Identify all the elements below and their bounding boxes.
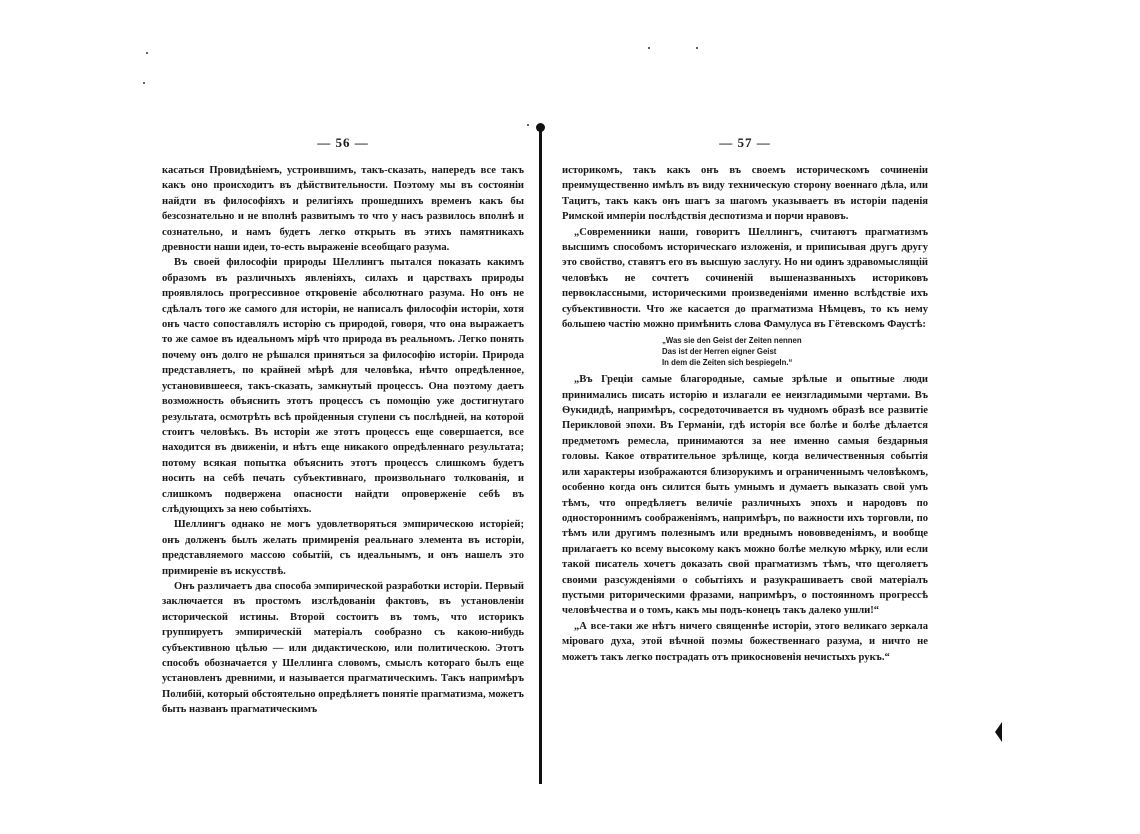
paragraph: касаться Провидѣніемъ, устроившимъ, такъ-сказать, напередъ все такъ какъ оно происходитъ въ дѣйствительности. Поэтому мы въ состояніи найдти въ философіяхъ и религіяхъ прошедшихъ временъ какъ бы безсознательно и не вполнѣ развитымъ то что у насъ развилось вполнѣ и сознательно, и намъ будетъ легко открыть въ этихъ памятникахъ древности наши идеи, то-есть выраженіе всеобщаго разума. [162,165,524,254]
paragraph: „А все-таки же нѣтъ ничего священнѣе исторіи, этого великаго зеркала міроваго духа, этой вѣчной поэмы божественнаго разума, и ничто не можетъ такъ легко пострадать отъ прикосновенія нечистыхъ рукъ.“ [562,620,928,663]
binding-gutter [539,126,542,784]
page-edge-tab [995,722,1002,742]
left-page-text [162,163,524,718]
paragraph: „Въ Греціи самые благородные, самые зрѣлые и опытные люди принимались писать исторію и излагали ее неизгладимыми чертами. Въ Ѳукидидѣ, напримѣръ, сосредоточивается въ чудномъ образѣ все развитіе Перикловой эпохи. Въ Германіи, гдѣ исторія все болѣе и болѣе дѣлается предметомъ ремесла, принимаются за нее именно самыя бездарныя головы. Какое отвратительное зрѣлище, когда величественныя событія или характеры изображаются близорукимъ и ограниченнымъ человѣкомъ, особенно когда онъ силится быть умнымъ и думаетъ выказать свой умъ тѣмъ, что опредѣляетъ величіе различныхъ эпохъ и народовъ по одностороннимъ соображеніямъ, напримѣръ, по важности ихъ торговли, по тѣмъ или другимъ полезнымъ или вреднымъ нововведеніямъ, и вообще прилагаетъ ко всему высокому какъ можно болѣе мелкую мѣрку, или если такой писатель хочетъ доказать свой прагматизмъ тѣмъ, что щеголяетъ своими разсужденіями о событіяхъ и разукрашиваетъ свой матеріалъ пустыми риторическими фразами, напримѣръ, о постоянномъ прогрессѣ человѣчества и о томъ, какъ мы подъ-конецъ такъ далеко ушли!“ [562,374,928,617]
quote-line: Das ist der Herren eigner Geist [662,347,777,357]
scan-speck [648,47,650,49]
scan-speck [143,82,145,84]
page-number: — 56 — [317,135,369,150]
scan-speck [146,52,148,54]
goethe-quote [662,336,928,368]
right-page [562,135,928,665]
scan-speck [696,47,698,49]
page-number: — 57 — [719,135,771,150]
paragraph: Онъ различаетъ два способа эмпирической разработки исторіи. Первый заключается въ простомъ изслѣдованіи фактовъ, въ установленіи исторической истины. Второй состоитъ въ томъ, что историкъ группируетъ эмпирическій матеріалъ сообразно съ какою-нибудь субъективною цѣлью — или дидактическою, или политическою. Этотъ способъ обозначается у Шеллинга словомъ, смыслъ котораго былъ еще установленъ древними, и называется прагматическимъ. Такъ напримѣръ Полибій, который обстоятельно опредѣляетъ понятіе прагматизма, можетъ быть названъ прагматическимъ [162,580,524,716]
right-page-text [562,163,928,665]
scan-speck [527,124,529,126]
paragraph: „Современники наши, говоритъ Шеллингъ, считаютъ прагматизмъ высшимъ способомъ историческаго изложенія, и приписывая другъ другу это свойство, ставятъ его въ высшую заслугу. Но ни одинъ здравомыслящій человѣкъ не сочтетъ сочиненій вышеназванныхъ историковъ первоклассными, историческими произведеніями именно вслѣдствіе ихъ субъективности. Что же касается до прагматизма Нѣмцевъ, то къ нему большею частію можно примѣнить слова Фамулуса въ Гётевскомъ Фаустѣ: [562,226,928,331]
paragraph: Шеллингъ однако не могъ удовлетворяться эмпирическою исторіей; онъ долженъ былъ желать примиренія реальнаго элемента въ исторіи, представляемого массою событій, съ идеальнымъ, и онъ нашелъ это примиреніе въ искусствѣ. [162,519,524,577]
quote-line: „Was sie den Geist der Zeiten nennen [662,336,802,346]
quote-line: In dem die Zeiten sich bespiegeln.“ [662,357,793,367]
paragraph: историкомъ, такъ какъ онъ въ своемъ историческомъ сочиненіи преимущественно имѣлъ въ виду техническую сторону военнаго дѣла, или Тацитъ, такъ какъ онъ шагъ за шагомъ указываетъ въ исторіи паденія Римской имперіи послѣдствія деспотизма и порчи нравовъ. [562,165,928,223]
left-page [162,135,524,718]
paragraph: Въ своей философіи природы Шеллингъ пытался показать какимъ образомъ въ различныхъ явленіяхъ, силахъ и царствахъ природы проявлялось прогрессивное откровеніе абсолютнаго разума. Но онъ не сдѣлалъ того же самого для исторіи, не написалъ философіи исторіи, хотя онъ часто сопоставлялъ исторію съ природой, говоря, что она выражаетъ то же самое въ идеальномъ мірѣ что природа въ реальномъ. Легко понять почему онъ долго не рѣшался приняться за философію исторіи. Природа представляетъ, по крайней мѣрѣ для человѣка, нѣчто опредѣленное, установившееся, такъ-сказать, замкнутый процессъ. Она поэтому даетъ возможность объяснить этотъ процессъ съ помощію уже достигнутаго результата, осмотрѣть всѣ пройденныя ступени съ послѣдней, на которой стоитъ человѣкъ. Въ исторіи же этотъ процессъ еще совершается, все находится въ движеніи, и нѣтъ еще никакого опредѣленнаго результата; потому всякая попытка объяснить этотъ процессъ слишкомъ будетъ носить на себѣ печать субъективнаго, произвольнаго толкованія, и слишкомъ подвержена опасности найдти опроверженіе себѣ въ слѣдующихъ за нею событіяхъ. [162,257,524,515]
